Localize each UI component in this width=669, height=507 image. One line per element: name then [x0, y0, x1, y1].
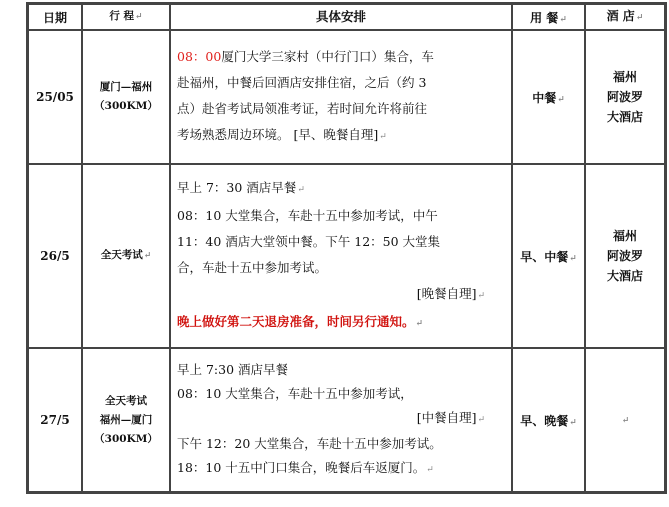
- route-cell: 厦门—福州 （300KM）: [82, 30, 170, 164]
- route-cell: 全天考试↵: [82, 164, 170, 348]
- header-hotel: 酒 店↵: [585, 4, 665, 30]
- route-cell: 全天考试 福州—厦门 （300KM）: [82, 348, 170, 492]
- date-cell: 25/05: [28, 30, 82, 164]
- header-detail: 具体安排: [170, 4, 512, 30]
- table-row: [28, 164, 665, 348]
- hotel-cell: 福州 阿波罗 大酒店: [585, 30, 665, 164]
- meal-cell: 早、晚餐↵: [512, 348, 585, 492]
- header-route: 行 程↵: [82, 4, 170, 30]
- table-row: [28, 348, 665, 492]
- header-row: [28, 4, 665, 30]
- date-cell: 27/5: [28, 348, 82, 492]
- header-date: 日期: [28, 4, 82, 30]
- detail-cell: 早上 7：30 酒店早餐↵ 08：10 大堂集合，车赴十五中参加考试，中午 11：40 酒店大堂领中餐。下午 12：50 大堂集 合，车赴十五中参加考试。 [晚餐自理]↵ 晚上做好第二天退房准备，时间另行通知。↵: [170, 164, 512, 348]
- detail-cell: 早上 7:30 酒店早餐 08：10 大堂集合，车赴十五中参加考试， [中餐自理]↵ 下午 12：20 大堂集合，车赴十五中参加考试。 18：10 十五中门口集合，晚餐后车返厦门。↵: [170, 348, 512, 492]
- date-cell: 26/5: [28, 164, 82, 348]
- detail-cell: 08：00厦门大学三家村（中行门口）集合，车 赴福州，中餐后回酒店安排住宿，之后（约 3 点）赴省考试局领准考证，若时间允许将前往 考场熟悉周边环境。 [早、晚餐自理]↵: [170, 30, 512, 164]
- meal-cell: 中餐↵: [512, 30, 585, 164]
- header-meal: 用 餐↵: [512, 4, 585, 30]
- hotel-cell: 福州 阿波罗 大酒店: [585, 164, 665, 348]
- hotel-cell: ↵: [585, 348, 665, 492]
- meal-cell: 早、中餐↵: [512, 164, 585, 348]
- table-row: [28, 30, 665, 164]
- itinerary-table: [26, 2, 667, 494]
